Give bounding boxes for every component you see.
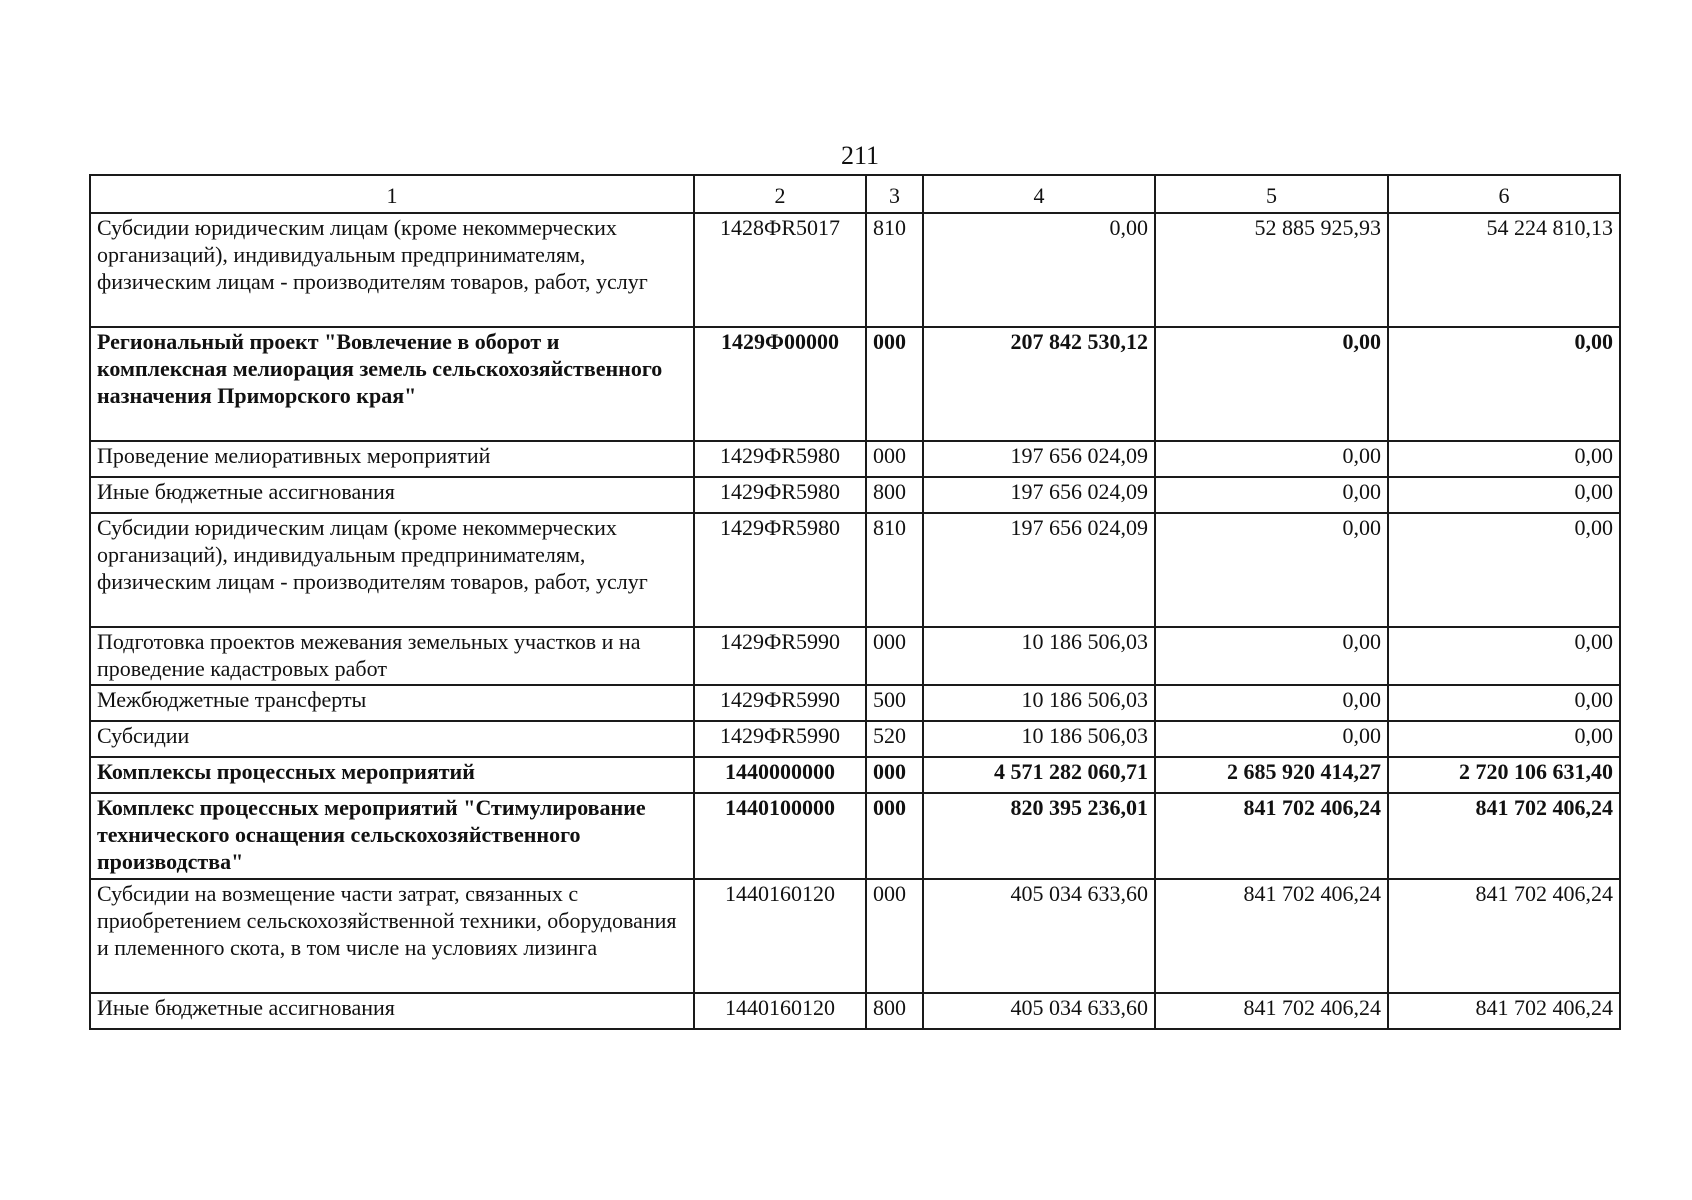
row-name: Иные бюджетные ассигнования — [90, 477, 694, 513]
row-value-col4: 207 842 530,12 — [923, 327, 1155, 441]
row-value-col5: 0,00 — [1155, 627, 1388, 685]
column-header: 4 — [923, 175, 1155, 213]
row-name: Подготовка проектов межевания земельных участков и на проведение кадастровых работ — [90, 627, 694, 685]
row-name: Субсидии на возмещение части затрат, связанных с приобретением сельскохозяйственной техники, оборудования и племенного скота, в том числе на условиях лизинга — [90, 879, 694, 993]
row-name: Иные бюджетные ассигнования — [90, 993, 694, 1029]
row-value-col6: 0,00 — [1388, 327, 1620, 441]
row-type: 000 — [866, 757, 923, 793]
row-type: 000 — [866, 441, 923, 477]
table-row — [90, 513, 1620, 627]
row-type: 810 — [866, 513, 923, 627]
table-row — [90, 477, 1620, 513]
table-row — [90, 993, 1620, 1029]
row-value-col4: 10 186 506,03 — [923, 721, 1155, 757]
table-row — [90, 627, 1620, 685]
row-value-col4: 197 656 024,09 — [923, 477, 1155, 513]
row-type: 000 — [866, 793, 923, 879]
row-value-col5: 0,00 — [1155, 513, 1388, 627]
row-name: Субсидии — [90, 721, 694, 757]
row-name: Проведение мелиоративных мероприятий — [90, 441, 694, 477]
table-row — [90, 441, 1620, 477]
table-row — [90, 213, 1620, 327]
row-value-col6: 54 224 810,13 — [1388, 213, 1620, 327]
row-code: 1440000000 — [694, 757, 866, 793]
table-row — [90, 793, 1620, 879]
column-header: 5 — [1155, 175, 1388, 213]
row-type: 800 — [866, 993, 923, 1029]
row-name: Субсидии юридическим лицам (кроме некоммерческих организаций), индивидуальным предпринимателям, физическим лицам - производителям товаров, работ, услуг — [90, 213, 694, 327]
row-value-col6: 841 702 406,24 — [1388, 879, 1620, 993]
row-value-col6: 0,00 — [1388, 685, 1620, 721]
row-code: 1440160120 — [694, 993, 866, 1029]
row-code: 1428ФR5017 — [694, 213, 866, 327]
row-type: 000 — [866, 327, 923, 441]
row-value-col5: 0,00 — [1155, 441, 1388, 477]
column-header: 2 — [694, 175, 866, 213]
row-value-col4: 197 656 024,09 — [923, 441, 1155, 477]
row-code: 1440160120 — [694, 879, 866, 993]
table-row — [90, 879, 1620, 993]
row-code: 1429ФR5990 — [694, 627, 866, 685]
row-type: 000 — [866, 879, 923, 993]
table-row — [90, 757, 1620, 793]
row-value-col6: 841 702 406,24 — [1388, 993, 1620, 1029]
row-code: 1429ФR5980 — [694, 477, 866, 513]
page-number: 211 — [840, 141, 880, 170]
row-type: 810 — [866, 213, 923, 327]
row-value-col4: 4 571 282 060,71 — [923, 757, 1155, 793]
row-value-col5: 841 702 406,24 — [1155, 879, 1388, 993]
row-name: Региональный проект "Вовлечение в оборот и комплексная мелиорация земель сельскохозяйственного назначения Приморского края" — [90, 327, 694, 441]
row-value-col5: 52 885 925,93 — [1155, 213, 1388, 327]
row-value-col6: 0,00 — [1388, 627, 1620, 685]
row-value-col4: 405 034 633,60 — [923, 993, 1155, 1029]
row-code: 1429ФR5990 — [694, 721, 866, 757]
table-header-row — [90, 175, 1620, 213]
row-value-col5: 2 685 920 414,27 — [1155, 757, 1388, 793]
row-value-col5: 0,00 — [1155, 327, 1388, 441]
row-code: 1440100000 — [694, 793, 866, 879]
row-code: 1429Ф00000 — [694, 327, 866, 441]
row-code: 1429ФR5990 — [694, 685, 866, 721]
row-value-col5: 0,00 — [1155, 685, 1388, 721]
row-name: Субсидии юридическим лицам (кроме некоммерческих организаций), индивидуальным предпринимателям, физическим лицам - производителям товаров, работ, услуг — [90, 513, 694, 627]
row-type: 520 — [866, 721, 923, 757]
table-row — [90, 685, 1620, 721]
table-row — [90, 721, 1620, 757]
budget-table — [89, 174, 1621, 1030]
column-header: 3 — [866, 175, 923, 213]
row-value-col4: 10 186 506,03 — [923, 685, 1155, 721]
row-value-col4: 197 656 024,09 — [923, 513, 1155, 627]
table-row — [90, 327, 1620, 441]
row-value-col6: 0,00 — [1388, 477, 1620, 513]
row-value-col5: 841 702 406,24 — [1155, 993, 1388, 1029]
row-value-col4: 10 186 506,03 — [923, 627, 1155, 685]
row-value-col6: 0,00 — [1388, 441, 1620, 477]
row-value-col5: 0,00 — [1155, 477, 1388, 513]
row-type: 500 — [866, 685, 923, 721]
row-value-col6: 841 702 406,24 — [1388, 793, 1620, 879]
row-name: Межбюджетные трансферты — [90, 685, 694, 721]
row-value-col5: 0,00 — [1155, 721, 1388, 757]
row-value-col6: 0,00 — [1388, 721, 1620, 757]
row-value-col5: 841 702 406,24 — [1155, 793, 1388, 879]
row-name: Комплекс процессных мероприятий "Стимулирование технического оснащения сельскохозяйственного производства" — [90, 793, 694, 879]
row-code: 1429ФR5980 — [694, 513, 866, 627]
row-value-col4: 820 395 236,01 — [923, 793, 1155, 879]
column-header: 1 — [90, 175, 694, 213]
row-value-col4: 405 034 633,60 — [923, 879, 1155, 993]
row-value-col6: 2 720 106 631,40 — [1388, 757, 1620, 793]
row-code: 1429ФR5980 — [694, 441, 866, 477]
row-type: 000 — [866, 627, 923, 685]
column-header: 6 — [1388, 175, 1620, 213]
row-type: 800 — [866, 477, 923, 513]
row-value-col4: 0,00 — [923, 213, 1155, 327]
row-value-col6: 0,00 — [1388, 513, 1620, 627]
row-name: Комплексы процессных мероприятий — [90, 757, 694, 793]
